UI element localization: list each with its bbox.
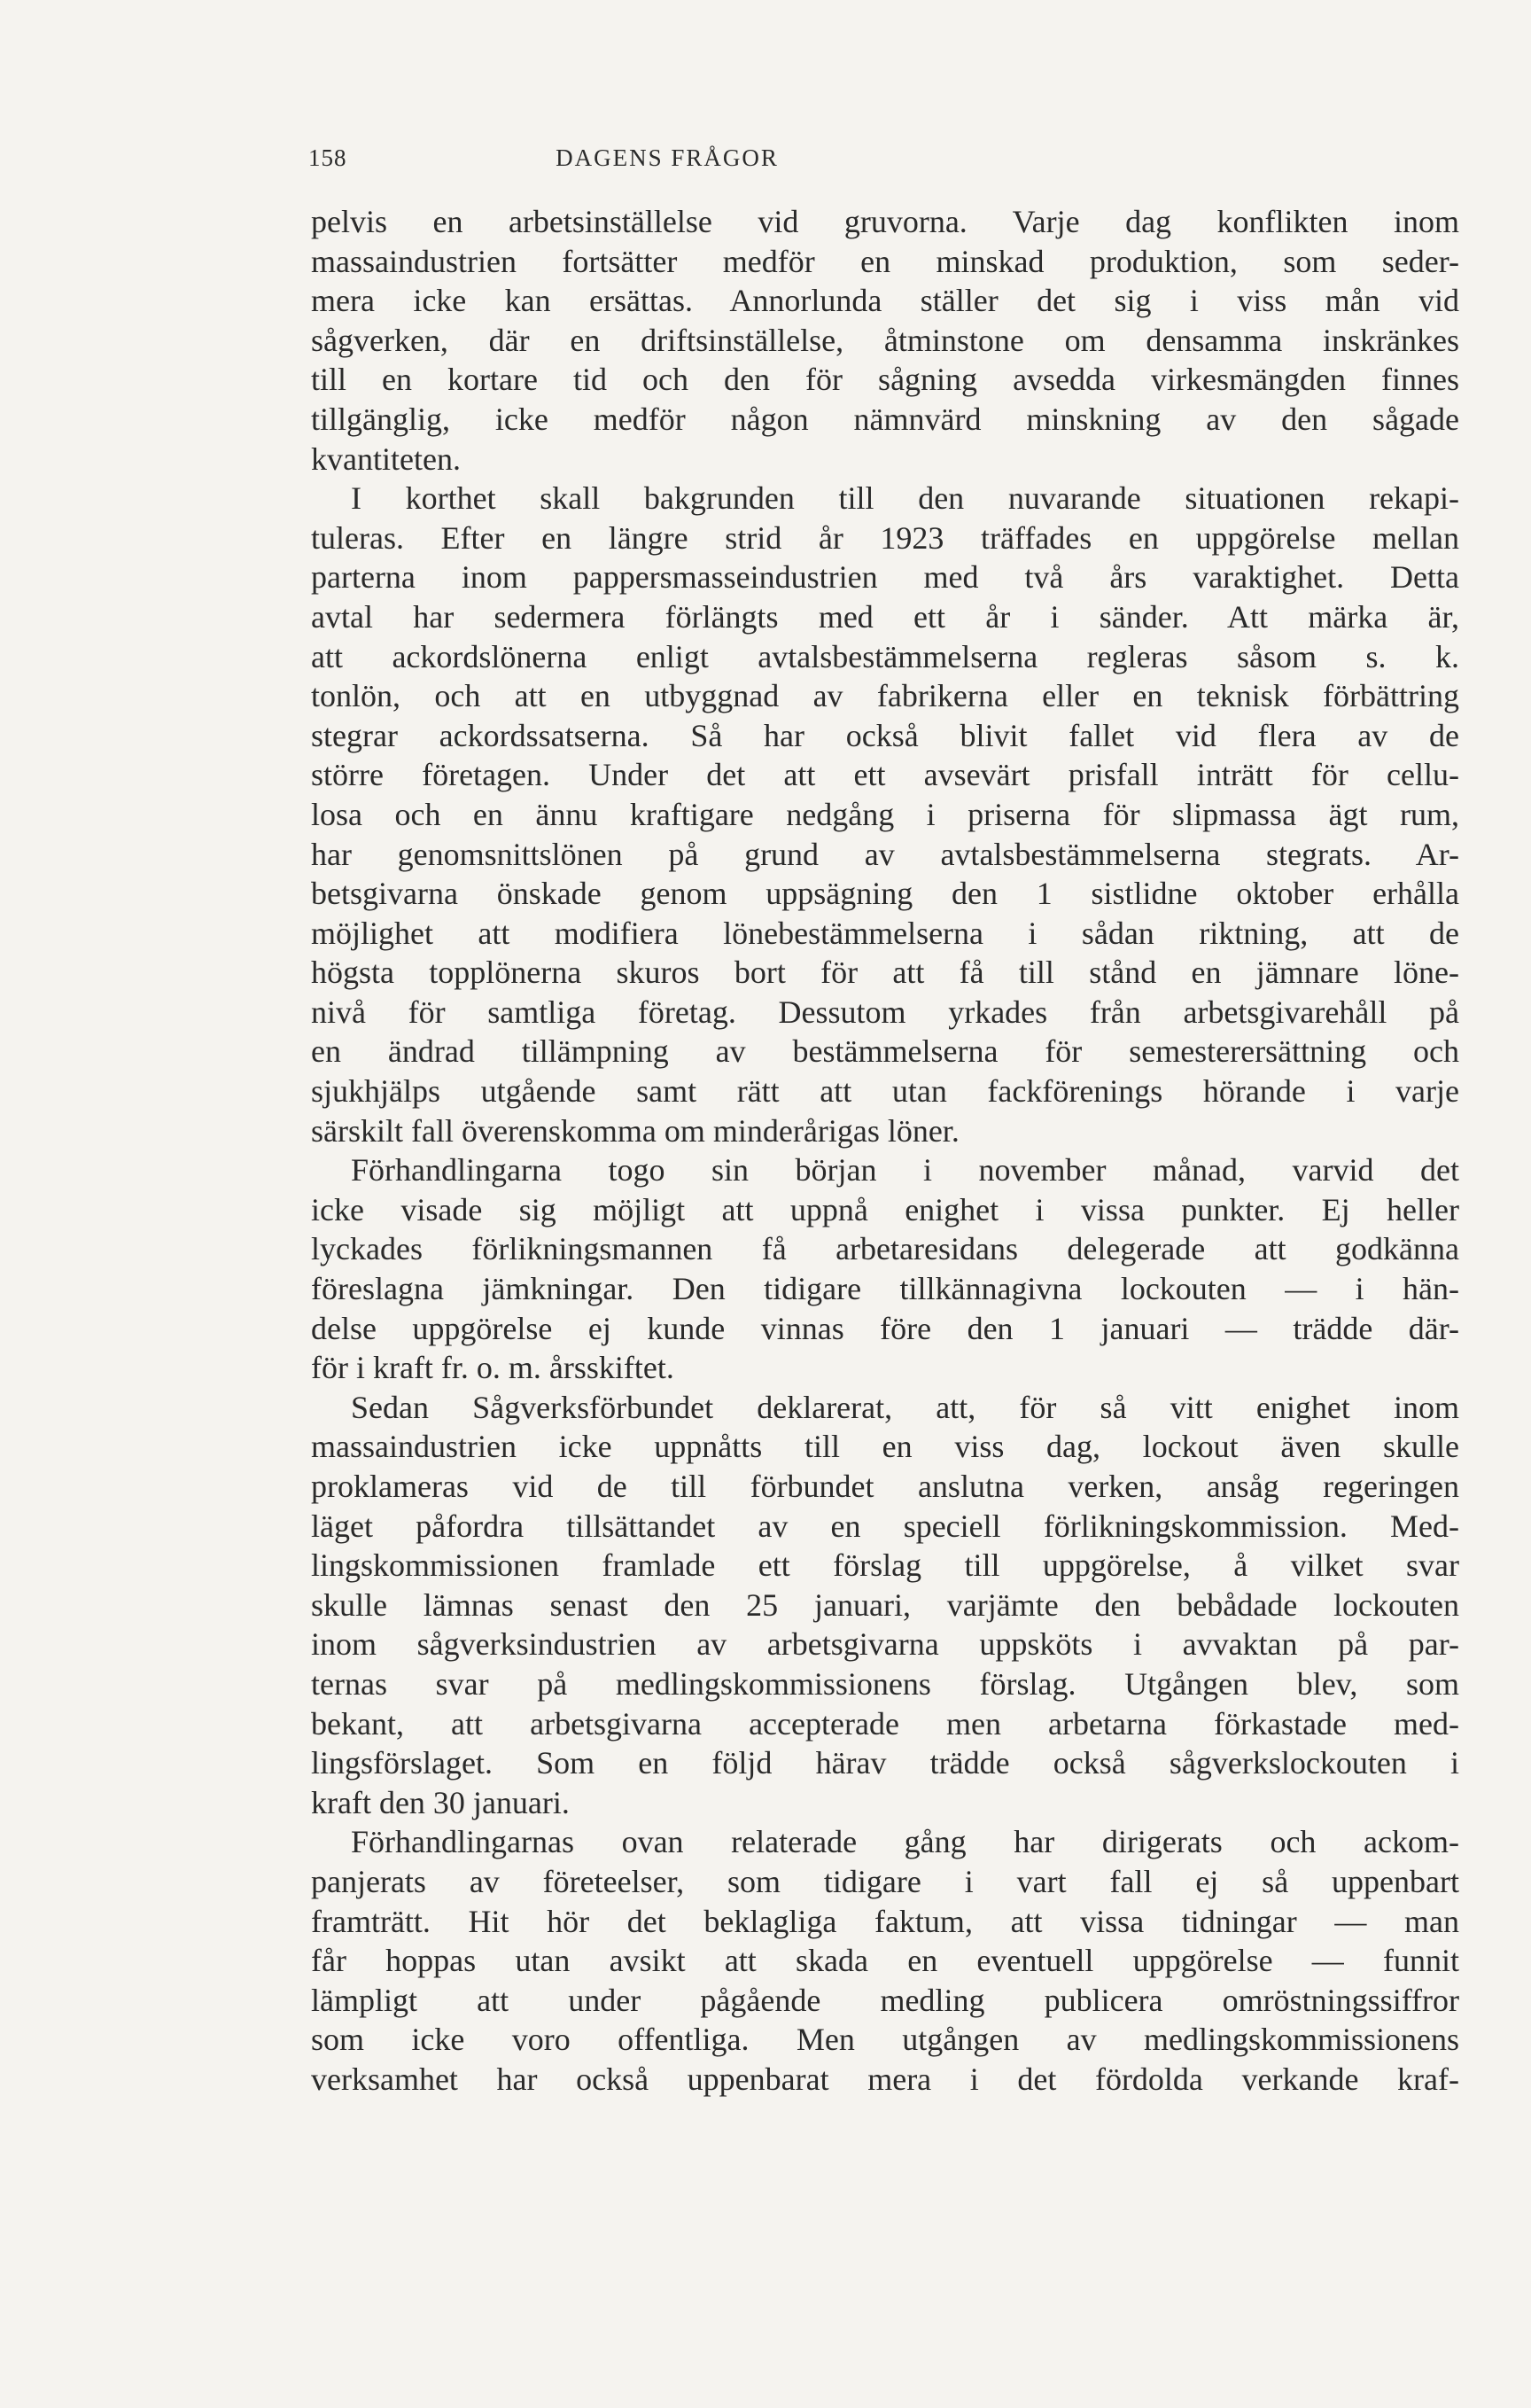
body-text xyxy=(311,202,1459,2100)
text-line: tuleras. Efter en längre strid år 1923 träffades en uppgörelse mellan xyxy=(311,519,1459,556)
text-line: möjlighet att modifiera lönebestämmelserna i sådan riktning, att de xyxy=(311,915,1459,951)
text-line: I korthet skall bakgrunden till den nuvarande situationen rekapi- xyxy=(351,480,1459,517)
text-line: skulle lämnas senast den 25 januari, varjämte den bebådade lockouten xyxy=(311,1586,1459,1623)
text-line: läget påfordra tillsättandet av en speciell förlikningskommission. Med- xyxy=(311,1508,1459,1544)
text-line: lingskommissionen framlade ett förslag till uppgörelse, å vilket svar xyxy=(311,1547,1459,1584)
text-line: lingsförslaget. Som en följd härav trädde också sågverkslockouten i xyxy=(311,1745,1459,1781)
text-line: att ackordslönerna enligt avtalsbestämmelserna regleras såsom s. k. xyxy=(311,638,1459,674)
text-line: pelvis en arbetsinställelse vid gruvorna. Varje dag konflikten inom xyxy=(311,204,1459,239)
text-line: till en kortare tid och den för sågning avsedda virkesmängden finnes xyxy=(311,362,1459,398)
text-line: lyckades förlikningsmannen få arbetaresidans delegerade att godkänna xyxy=(311,1231,1459,1267)
text-line: kraft den 30 januari. xyxy=(311,1784,570,1820)
text-line: proklameras vid de till förbundet anslutna verken, ansåg regeringen xyxy=(311,1469,1459,1504)
text-line: massaindustrien fortsätter medför en minskad produktion, som seder- xyxy=(311,243,1459,279)
text-line: massaindustrien icke uppnåtts till en viss dag, lockout även skulle xyxy=(311,1429,1459,1465)
text-line: Förhandlingarnas ovan relaterade gång har dirigerats och ackom- xyxy=(351,1824,1459,1860)
text-line: får hoppas utan avsikt att skada en eventuell uppgörelse — funnit xyxy=(311,1943,1459,1979)
text-line: icke visade sig möjligt att uppnå enighet i vissa punkter. Ej heller xyxy=(311,1191,1459,1227)
text-line: delse uppgörelse ej kunde vinnas före den 1 januari — trädde där- xyxy=(311,1310,1459,1346)
text-line: tillgänglig, icke medför någon nämnvärd minskning av den sågade xyxy=(311,401,1459,437)
text-line: betsgivarna önskade genom uppsägning den 1 sistlidne oktober erhålla xyxy=(311,876,1459,912)
text-line: mera icke kan ersättas. Annorlunda ställer det sig i viss mån vid xyxy=(311,283,1459,319)
text-line: ternas svar på medlingskommissionens förslag. Utgången blev, som xyxy=(311,1665,1459,1702)
text-line: framträtt. Hit hör det beklagliga faktum, att vissa tidningar — man xyxy=(311,1903,1459,1939)
page-number: 158 xyxy=(308,144,347,171)
text-line: föreslagna jämkningar. Den tidigare tillkännagivna lockouten — i hän- xyxy=(311,1271,1459,1307)
text-line: losa och en ännu kraftigare nedgång i priserna för slipmassa ägt rum, xyxy=(311,796,1459,832)
text-line: parterna inom pappersmasseindustrien med två års varaktighet. Detta xyxy=(311,559,1459,596)
text-line: Förhandlingarna togo sin början i november månad, varvid det xyxy=(351,1152,1459,1188)
text-line: har genomsnittslönen på grund av avtalsbestämmelserna stegrats. Ar- xyxy=(311,836,1459,872)
text-line: en ändrad tillämpning av bestämmelserna för semesterersättning och xyxy=(311,1033,1459,1070)
text-line: inom sågverksindustrien av arbetsgivarna uppsköts i avvaktan på par- xyxy=(311,1626,1459,1663)
text-line: stegrar ackordssatserna. Så har också blivit fallet vid flera av de xyxy=(311,717,1459,753)
text-line: lämpligt att under pågående medling publicera omröstningssiffror xyxy=(311,1982,1459,2018)
text-line: tonlön, och att en utbyggnad av fabrikerna eller en teknisk förbättring xyxy=(311,678,1459,714)
text-line: bekant, att arbetsgivarna accepterade men arbetarna förkastade med- xyxy=(311,1705,1459,1742)
text-line: kvantiteten. xyxy=(311,440,461,477)
running-title: DAGENS FRÅGOR xyxy=(556,144,779,171)
text-line: högsta topplönerna skuros bort för att få till stånd en jämnare löne- xyxy=(311,955,1459,991)
text-line: för i kraft fr. o. m. årsskiftet. xyxy=(311,1350,674,1386)
text-line: större företagen. Under det att ett avsevärt prisfall inträtt för cellu- xyxy=(311,757,1459,793)
text-line: verksamhet har också uppenbarat mera i det fördolda verkande kraf- xyxy=(311,2061,1459,2097)
text-line: särskilt fall överenskomma om minderårigas löner. xyxy=(311,1112,960,1149)
text-line: avtal har sedermera förlängts med ett år i sänder. Att märka är, xyxy=(311,598,1459,635)
text-line: sågverken, där en driftsinställelse, åtminstone om densamma inskränkes xyxy=(311,322,1459,358)
text-line: Sedan Sågverksförbundet deklarerat, att, för så vitt enighet inom xyxy=(351,1389,1459,1425)
text-line: sjukhjälps utgående samt rätt att utan fackförenings hörande i varje xyxy=(311,1073,1459,1110)
text-line: som icke voro offentliga. Men utgången av medlingskommissionens xyxy=(311,2022,1459,2058)
text-line: nivå för samtliga företag. Dessutom yrkades från arbetsgivarehåll på xyxy=(311,994,1459,1030)
running-head xyxy=(308,144,1026,180)
text-line: panjerats av företeelser, som tidigare i vart fall ej så uppenbart xyxy=(311,1863,1459,1899)
